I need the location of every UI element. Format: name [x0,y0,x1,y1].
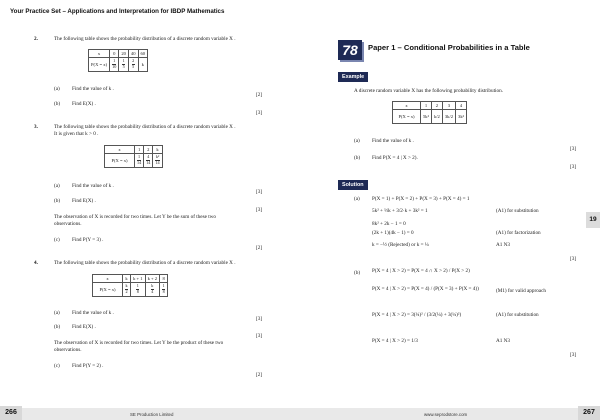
part-label: (a) [354,138,360,144]
part-text: Find P(Y = 3) . [72,237,104,243]
question-stem: The following table shows the probability distribution of a discrete random variable X . [54,36,236,42]
marks: [2] [256,372,263,378]
solution-line: P(X = 1) + P(X = 2) + P(X = 3) + P(X = 4) = 1 [372,196,470,202]
part-label: (b) [54,324,61,330]
marks: [2] [256,245,263,251]
question-number: 2. [34,36,38,42]
part-text: Find the value of k . [372,138,414,144]
question-number: 3. [34,124,38,130]
part-text: Find the value of k . [72,86,114,92]
solution-note: (A1) for factorization [496,230,541,236]
question-stem: The following table shows the probability distribution of a discrete random variable X . [54,124,236,130]
marks: [2] [256,92,263,98]
solution-line: P(X = 4 | X > 2) = P(X = 4) / (P(X = 3) + P(X = 4)) [372,286,479,292]
marks: [3] [570,164,577,170]
part-label: (b) [54,101,61,107]
footer-website: www.seprodstore.com [424,412,468,417]
solution-note: (A1) for substitution [496,312,539,318]
solution-tag: Solution [338,180,368,190]
solution-line: P(X = 4 | X > 2) = P(X = 4 ∩ X > 2) / P(X > 2) [372,268,470,274]
solution-line: P(X = 4 | X > 2) = 1/3 [372,338,418,344]
solution-note: (M1) for valid approach [496,288,546,294]
chapter-number: 78 [338,40,362,60]
page-number: 266 [0,406,22,420]
part-text: Find E(X) . [72,101,96,107]
part-label: (c) [54,237,60,243]
running-head: Your Practice Set – Applications and Interpretation for IBDP Mathematics [10,8,225,15]
solution-note: A1 N3 [496,242,510,248]
part-label: (c) [54,363,60,369]
page-number: 267 [578,406,600,420]
part-text: Find E(X) . [72,324,96,330]
observation-text: The observation of X is recorded for two times. Let Y be the product of these two [54,340,224,346]
marks: [3] [570,352,577,358]
marks: [3] [256,333,263,339]
marks: [3] [256,189,263,195]
part-text: Find P(X = 4 | X > 2). [372,155,418,161]
observation-text: The observation of X is recorded for two times. Let Y be the sum of these two [54,214,216,220]
solution-line: k = −½ (Rejected) or k = ¼ [372,242,429,248]
chapter-side-tab: 19 [586,212,600,228]
part-label: (b) [354,155,361,161]
probability-table: x 0 20 40 60 P(X = x) $\frac{1}{10}$ $\frac{1}{5}$ $\frac{2}{5}$ k [88,49,148,72]
marks: [3] [256,316,263,322]
question-stem: The following table shows the probability distribution of a discrete random variable X . [54,260,236,266]
solution-line: 5k² + ½k + 3/2·k + 3k² = 1 [372,208,428,214]
observation-text: observations. [54,221,82,227]
part-label: (b) [54,198,61,204]
page-title: Paper 1 – Conditional Probabilities in a Table [368,43,530,52]
solution-line: (2k + 1)(4k − 1) = 0 [372,230,414,236]
marks: [3] [256,207,263,213]
example-tag: Example [338,72,368,82]
probability-table: x 1 2 k P(X = x) $\frac{1}{14}$ $\frac{4}{14}$ $\frac{\text{k²}}{14}$ [104,145,163,168]
right-page [300,0,600,420]
part-label: (a) [54,86,60,92]
solution-note: A1 N3 [496,338,510,344]
solution-note: (A1) for substitution [496,208,539,214]
solution-line: 8k² + 2k − 1 = 0 [372,221,406,227]
part-text: Find P(Y = 2) . [72,363,104,369]
question-stem-2: It is given that k > 0 . [54,131,99,137]
part-label: (a) [54,183,60,189]
probability-table: x 1 2 3 4 P(X = x) 5k² k/2 3k/2 3k² [392,101,467,124]
part-label: (a) [54,310,60,316]
solution-line: P(X = 4 | X > 2) = 3(¼)² / (3/2(¼) + 3(¼)²) [372,312,462,318]
probability-table: x k k + 1 k + 2 8 P(X = x) $\frac{k}{2}$ $\frac{1}{8}$ $\frac{k}{4}$ $\frac{1}{8}$ [92,274,168,297]
solution-part-label: (b) [354,270,361,276]
footer-publisher: SE Production Limited [130,412,174,417]
solution-part-label: (a) [354,196,360,202]
marks: [3] [570,146,577,152]
example-stem: A discrete random variable X has the following probability distribution. [354,88,503,94]
marks: [3] [570,256,577,262]
observation-text: observations. [54,347,82,353]
part-text: Find E(X) . [72,198,96,204]
part-text: Find the value of k . [72,310,114,316]
marks: [3] [256,110,263,116]
part-text: Find the value of k . [72,183,114,189]
question-number: 4. [34,260,38,266]
